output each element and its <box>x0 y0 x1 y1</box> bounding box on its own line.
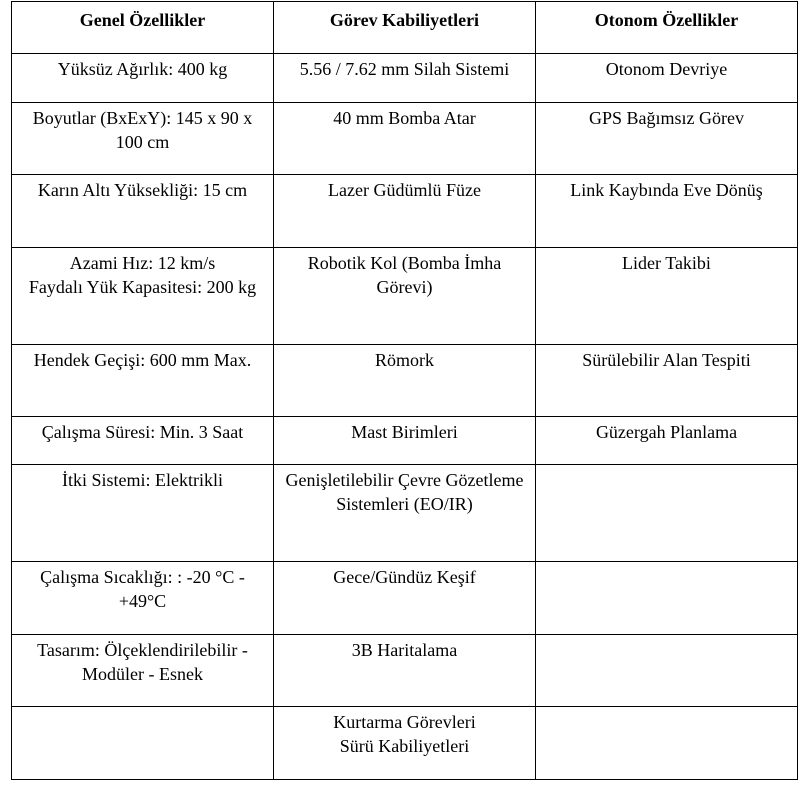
autonomy-cell: GPS Bağımsız Görev <box>536 103 798 175</box>
mission-cell: Robotik Kol (Bomba İmha Görevi) <box>274 248 536 345</box>
mission-cell: Genişletilebilir Çevre Gözetleme Sistemleri (EO/IR) <box>274 465 536 562</box>
table-row <box>12 707 798 780</box>
general-cell: İtki Sistemi: Elektrikli <box>12 465 274 562</box>
mission-cell: 40 mm Bomba Atar <box>274 103 536 175</box>
mission-cell: Mast Birimleri <box>274 417 536 465</box>
autonomy-cell: Güzergah Planlama <box>536 417 798 465</box>
mission-cell: 5.56 / 7.62 mm Silah Sistemi <box>274 54 536 103</box>
autonomy-cell <box>536 562 798 635</box>
max-speed-text: Azami Hız: 12 km/s <box>69 253 216 273</box>
general-cell: Çalışma Sıcaklığı: : -20 °C - +49°C <box>12 562 274 635</box>
header-general: Genel Özellikler <box>12 2 274 54</box>
general-cell <box>12 248 274 345</box>
general-cell <box>12 707 274 780</box>
autonomy-cell <box>536 635 798 707</box>
mission-cell: 3B Haritalama <box>274 635 536 707</box>
general-cell: Yüksüz Ağırlık: 400 kg <box>12 54 274 103</box>
table-row <box>12 635 798 707</box>
table-row <box>12 175 798 248</box>
payload-capacity-text: Faydalı Yük Kapasitesi: 200 kg <box>28 277 257 297</box>
autonomy-cell <box>536 465 798 562</box>
table-row <box>12 103 798 175</box>
autonomy-cell: Link Kaybında Eve Dönüş <box>536 175 798 248</box>
mission-cell: Lazer Güdümlü Füze <box>274 175 536 248</box>
general-cell: Çalışma Süresi: Min. 3 Saat <box>12 417 274 465</box>
table-row <box>12 465 798 562</box>
general-cell: Karın Altı Yüksekliği: 15 cm <box>12 175 274 248</box>
swarm-capabilities-text: Sürü Kabiliyetleri <box>339 736 470 756</box>
table-row <box>12 417 798 465</box>
features-table <box>11 1 798 780</box>
table-row <box>12 562 798 635</box>
mission-cell: Gece/Gündüz Keşif <box>274 562 536 635</box>
autonomy-cell: Otonom Devriye <box>536 54 798 103</box>
table-row <box>12 54 798 103</box>
general-cell: Hendek Geçişi: 600 mm Max. <box>12 345 274 417</box>
header-row <box>12 2 798 54</box>
mission-cell: Römork <box>274 345 536 417</box>
table-row <box>12 345 798 417</box>
header-autonomy: Otonom Özellikler <box>536 2 798 54</box>
autonomy-cell: Sürülebilir Alan Tespiti <box>536 345 798 417</box>
table-row <box>12 248 798 345</box>
autonomy-cell <box>536 707 798 780</box>
header-mission: Görev Kabiliyetleri <box>274 2 536 54</box>
general-cell: Tasarım: Ölçeklendirilebilir - Modüler - Esnek <box>12 635 274 707</box>
rescue-missions-text: Kurtarma Görevleri <box>333 712 476 732</box>
general-cell: Boyutlar (BxExY): 145 x 90 x 100 cm <box>12 103 274 175</box>
mission-cell <box>274 707 536 780</box>
autonomy-cell: Lider Takibi <box>536 248 798 345</box>
